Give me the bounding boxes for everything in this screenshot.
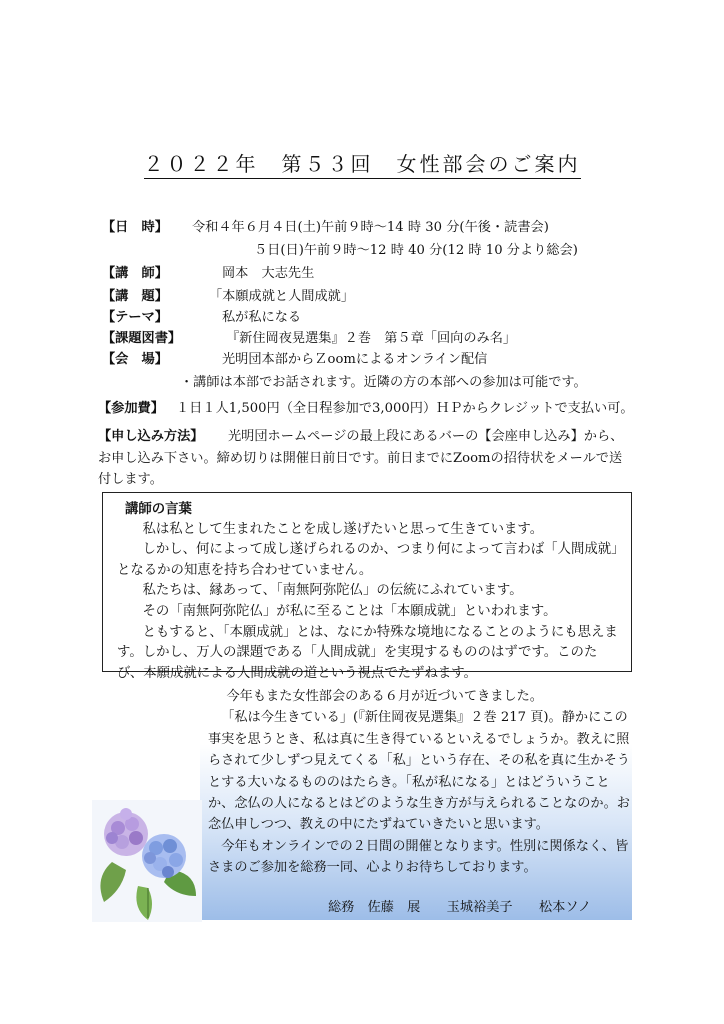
lecturer-label: 【講 師】 [102, 266, 168, 281]
closing-p3: 今年もオンラインでの２日間の開催となります。性別に関係なく、皆さまのご参加を総務一同、心よりお待ちしております。 [208, 838, 629, 876]
book-row [102, 329, 516, 349]
lecturer-value: 岡本 大志先生 [222, 266, 315, 281]
date-row [102, 218, 549, 238]
hydrangea-blue-cluster [142, 834, 186, 878]
date-line-2: ５日(日)午前９時～12 時 40 分(12 時 10 分より総会) [254, 243, 578, 258]
lecturer-words-p5: ともすると、「本願成就」とは、なにか特殊な境地になることのようにも思えます。しかし、万人の課題である「人間成就」を実現するもののはずです。このたび、本願成就による人間成就の道という視点でたずねます。 [117, 624, 618, 681]
topic-label: 【講 題】 [102, 289, 168, 304]
venue-note: ・講師は本部でお話されます。近隣の方の本部への参加は可能です。 [180, 375, 587, 390]
page-title: ２０２２年 第５３回 女性部会のご案内 [0, 148, 724, 177]
fee-value: １日１人1,500円（全日程参加で3,000円）ＨＰからクレジットで支払い可。 [176, 401, 634, 416]
lecturer-words-p1: 私は私として生まれたことを成し遂げたいと思って生きています。 [142, 521, 544, 537]
book-label: 【課題図書】 [102, 331, 182, 346]
apply-row [98, 427, 623, 447]
fee-label: 【参加費】 [98, 401, 164, 416]
lecturer-words-p2: しかし、何によって成し遂げられるのか、つまり何によって言わば「人間成就」となるかの知恵を持ち合わせていません。 [117, 542, 618, 578]
closing-p1: 今年もまた女性部会のある６月が近づいてきました。 [226, 689, 543, 704]
date-label: 【日 時】 [102, 220, 168, 235]
apply-label: 【申し込み方法】 [98, 429, 204, 444]
venue-label: 【会 場】 [102, 352, 168, 367]
theme-row [102, 308, 301, 328]
theme-label: 【テーマ】 [102, 310, 168, 325]
lecturer-words-p4: その「南無阿弥陀仏」が私に至ることは「本願成就」といわれます。 [142, 603, 557, 619]
lecturer-words-p3: 私たちは、縁あって、「南無阿弥陀仏」の伝統にふれています。 [142, 583, 523, 599]
theme-value: 私が私になる [222, 310, 302, 325]
topic-row [102, 287, 354, 307]
lecturer-words-heading: 講師の言葉 [125, 501, 192, 517]
book-value: 『新住岡夜晃選集』２巻 第５章「回向のみ名」 [226, 331, 517, 346]
apply-line-1: 光明団ホームページの最上段にあるバーの【会座申し込み】から、 [228, 429, 624, 444]
apply-line-3: 付します。 [98, 472, 163, 487]
apply-line-2: お申し込み下さい。締め切りは開催日前日です。前日までにZoomの招待状をメールで送 [98, 451, 623, 466]
lecturer-words-box [102, 492, 632, 681]
hydrangea-illustration [92, 800, 202, 922]
signature: 総務 佐藤 展 玉城裕美子 松本ソノ [328, 900, 592, 915]
lecturer-row [102, 264, 314, 284]
venue-row [102, 350, 487, 370]
venue-value: 光明団本部からＺoomによるオンライン配信 [222, 352, 488, 367]
topic-value: 「本願成就と人間成就」 [209, 289, 355, 304]
closing-p2: 「私は今生きている」(『新住岡夜晃選集』２巻 217 頁)。静かにこの事実を思うとき、私は真に生き得ているといえるでしょうか。教えに照らされて少しずつ見えてくる「私」という存在、その私を真に生かそうとする大いなるもののはたらき。「私が私になる」とはどういうことか、念仏の人になるとはどのような生き方が与えられることなのか。お念仏申しつつ、教えの中にたずねていきたいと思います。 [208, 710, 630, 833]
closing-text [208, 686, 632, 879]
fee-row [98, 399, 634, 419]
date-line-1: 令和４年６月４日(土)午前９時～14 時 30 分(午後・読書会) [192, 220, 549, 235]
